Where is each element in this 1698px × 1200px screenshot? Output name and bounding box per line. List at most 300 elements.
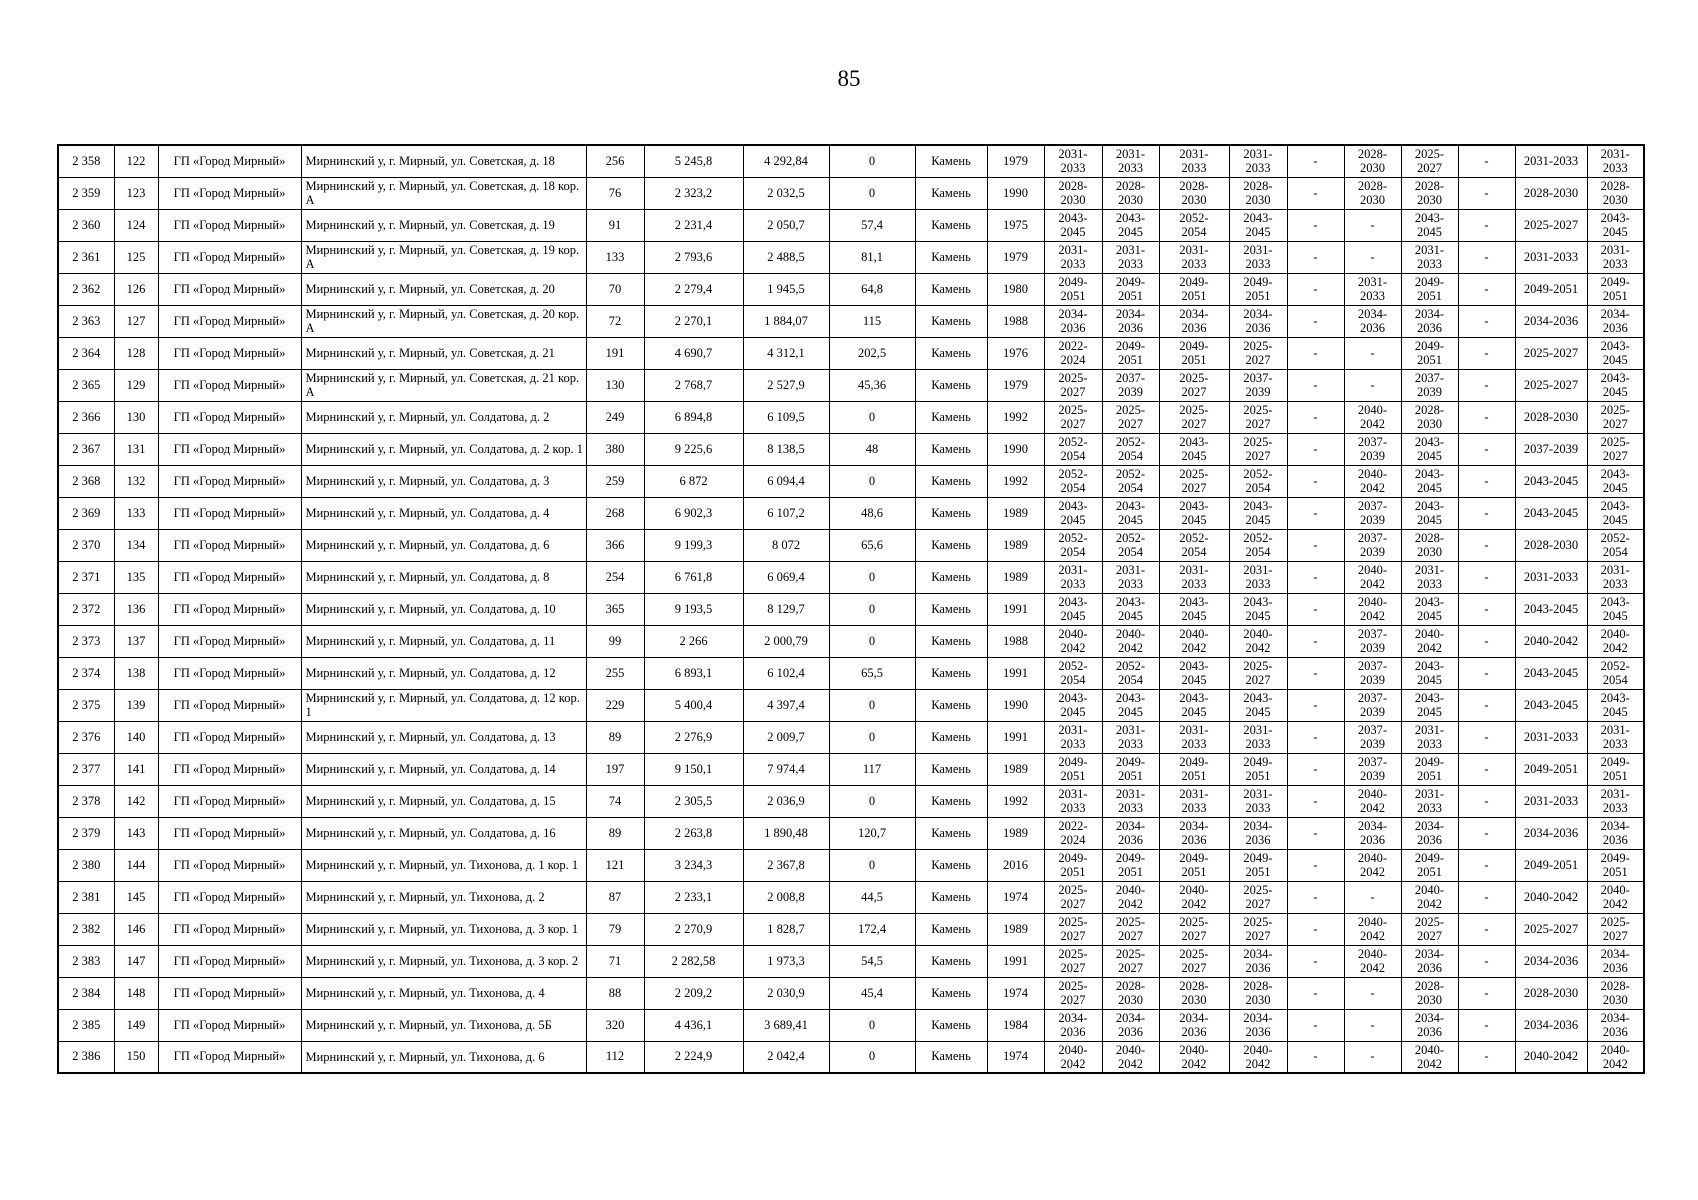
cell-period-1: 2052- 2054: [1044, 465, 1102, 497]
cell-item-number: 137: [114, 625, 158, 657]
cell-living-area: 8 138,5: [743, 433, 829, 465]
cell-period-8: -: [1458, 721, 1515, 753]
cell-period-2: 2028- 2030: [1102, 977, 1159, 1009]
cell-period-2: 2031- 2033: [1102, 785, 1159, 817]
cell-period-2: 2043- 2045: [1102, 689, 1159, 721]
cell-period-2: 2049- 2051: [1102, 337, 1159, 369]
cell-period-4: 2031- 2033: [1229, 241, 1287, 273]
cell-residents: 130: [586, 369, 644, 401]
cell-row-number: 2 371: [58, 561, 114, 593]
cell-period-6: 2034- 2036: [1344, 305, 1401, 337]
cell-living-area: 2 527,9: [743, 369, 829, 401]
cell-period-8: -: [1458, 369, 1515, 401]
cell-owner: ГП «Город Мирный»: [158, 337, 301, 369]
cell-period-8: -: [1458, 561, 1515, 593]
table-row: [58, 241, 1644, 273]
cell-living-area: 2 036,9: [743, 785, 829, 817]
cell-total-area: 4 690,7: [644, 337, 743, 369]
cell-period-9: 2034-2036: [1515, 817, 1587, 849]
cell-row-number: 2 361: [58, 241, 114, 273]
cell-address: Мирнинский у, г. Мирный, ул. Солдатова, д. 11: [301, 625, 586, 657]
cell-wall-material: Камень: [915, 433, 987, 465]
cell-row-number: 2 379: [58, 817, 114, 849]
cell-period-6: 2040- 2042: [1344, 401, 1401, 433]
cell-period-1: 2025- 2027: [1044, 369, 1102, 401]
cell-address: Мирнинский у, г. Мирный, ул. Советская, д. 20 кор. А: [301, 305, 586, 337]
cell-nonresidential-area: 45,4: [829, 977, 915, 1009]
cell-period-5: -: [1287, 529, 1344, 561]
cell-period-2: 2025- 2027: [1102, 401, 1159, 433]
cell-period-5: -: [1287, 785, 1344, 817]
cell-period-4: 2031- 2033: [1229, 721, 1287, 753]
cell-period-1: 2031- 2033: [1044, 561, 1102, 593]
cell-address: Мирнинский у, г. Мирный, ул. Солдатова, д. 8: [301, 561, 586, 593]
cell-period-6: -: [1344, 369, 1401, 401]
cell-period-5: -: [1287, 977, 1344, 1009]
cell-period-4: 2025- 2027: [1229, 337, 1287, 369]
cell-period-6: 2037- 2039: [1344, 721, 1401, 753]
table-row: [58, 945, 1644, 977]
cell-address: Мирнинский у, г. Мирный, ул. Солдатова, д. 12 кор. 1: [301, 689, 586, 721]
cell-period-3: 2049- 2051: [1159, 273, 1229, 305]
cell-period-2: 2040- 2042: [1102, 625, 1159, 657]
cell-wall-material: Камень: [915, 177, 987, 209]
cell-period-3: 2034- 2036: [1159, 305, 1229, 337]
cell-residents: 259: [586, 465, 644, 497]
cell-residents: 99: [586, 625, 644, 657]
cell-period-10: 2025- 2027: [1587, 401, 1644, 433]
cell-period-5: -: [1287, 369, 1344, 401]
cell-address: Мирнинский у, г. Мирный, ул. Советская, д. 19: [301, 209, 586, 241]
cell-address: Мирнинский у, г. Мирный, ул. Тихонова, д. 1 кор. 1: [301, 849, 586, 881]
cell-living-area: 6 069,4: [743, 561, 829, 593]
cell-build-year: 1984: [987, 1009, 1044, 1041]
cell-period-3: 2034- 2036: [1159, 817, 1229, 849]
cell-total-area: 9 150,1: [644, 753, 743, 785]
table-row: [58, 849, 1644, 881]
cell-period-9: 2043-2045: [1515, 465, 1587, 497]
cell-nonresidential-area: 0: [829, 177, 915, 209]
cell-build-year: 1988: [987, 625, 1044, 657]
cell-period-4: 2043- 2045: [1229, 209, 1287, 241]
cell-nonresidential-area: 0: [829, 1041, 915, 1073]
cell-period-6: 2037- 2039: [1344, 433, 1401, 465]
cell-period-5: -: [1287, 753, 1344, 785]
cell-row-number: 2 378: [58, 785, 114, 817]
cell-wall-material: Камень: [915, 913, 987, 945]
cell-living-area: 3 689,41: [743, 1009, 829, 1041]
cell-period-6: 2040- 2042: [1344, 945, 1401, 977]
cell-period-8: -: [1458, 145, 1515, 177]
cell-period-7: 2043- 2045: [1401, 689, 1458, 721]
cell-period-9: 2049-2051: [1515, 753, 1587, 785]
cell-residents: 71: [586, 945, 644, 977]
cell-period-6: 2037- 2039: [1344, 689, 1401, 721]
cell-period-2: 2037- 2039: [1102, 369, 1159, 401]
cell-period-3: 2028- 2030: [1159, 977, 1229, 1009]
cell-owner: ГП «Город Мирный»: [158, 785, 301, 817]
cell-residents: 88: [586, 977, 644, 1009]
cell-period-6: 2037- 2039: [1344, 625, 1401, 657]
cell-residents: 366: [586, 529, 644, 561]
cell-owner: ГП «Город Мирный»: [158, 305, 301, 337]
cell-period-2: 2052- 2054: [1102, 433, 1159, 465]
cell-period-7: 2049- 2051: [1401, 273, 1458, 305]
cell-period-9: 2028-2030: [1515, 401, 1587, 433]
cell-item-number: 129: [114, 369, 158, 401]
cell-total-area: 2 282,58: [644, 945, 743, 977]
cell-total-area: 6 893,1: [644, 657, 743, 689]
cell-nonresidential-area: 202,5: [829, 337, 915, 369]
cell-period-3: 2025- 2027: [1159, 913, 1229, 945]
cell-address: Мирнинский у, г. Мирный, ул. Солдатова, д. 2: [301, 401, 586, 433]
table-row: [58, 721, 1644, 753]
cell-period-2: 2043- 2045: [1102, 209, 1159, 241]
cell-total-area: 6 872: [644, 465, 743, 497]
cell-period-8: -: [1458, 1009, 1515, 1041]
cell-residents: 112: [586, 1041, 644, 1073]
cell-period-2: 2034- 2036: [1102, 817, 1159, 849]
cell-period-7: 2031- 2033: [1401, 721, 1458, 753]
cell-owner: ГП «Город Мирный»: [158, 881, 301, 913]
cell-residents: 255: [586, 657, 644, 689]
cell-period-4: 2028- 2030: [1229, 977, 1287, 1009]
cell-living-area: 8 129,7: [743, 593, 829, 625]
cell-period-10: 2028- 2030: [1587, 977, 1644, 1009]
cell-period-4: 2025- 2027: [1229, 401, 1287, 433]
cell-wall-material: Камень: [915, 145, 987, 177]
cell-period-4: 2031- 2033: [1229, 145, 1287, 177]
cell-address: Мирнинский у, г. Мирный, ул. Советская, д. 21: [301, 337, 586, 369]
cell-row-number: 2 380: [58, 849, 114, 881]
cell-build-year: 1992: [987, 401, 1044, 433]
cell-period-2: 2052- 2054: [1102, 657, 1159, 689]
cell-residents: 320: [586, 1009, 644, 1041]
cell-period-9: 2040-2042: [1515, 1041, 1587, 1073]
cell-period-4: 2040- 2042: [1229, 1041, 1287, 1073]
cell-period-10: 2031- 2033: [1587, 561, 1644, 593]
cell-period-9: 2028-2030: [1515, 177, 1587, 209]
table-row: [58, 401, 1644, 433]
cell-period-4: 2049- 2051: [1229, 849, 1287, 881]
cell-owner: ГП «Город Мирный»: [158, 465, 301, 497]
cell-living-area: 2 032,5: [743, 177, 829, 209]
cell-period-3: 2031- 2033: [1159, 561, 1229, 593]
cell-period-4: 2025- 2027: [1229, 881, 1287, 913]
cell-period-9: 2028-2030: [1515, 529, 1587, 561]
cell-period-9: 2025-2027: [1515, 209, 1587, 241]
cell-period-4: 2052- 2054: [1229, 529, 1287, 561]
cell-period-4: 2049- 2051: [1229, 273, 1287, 305]
cell-period-1: 2049- 2051: [1044, 753, 1102, 785]
cell-build-year: 1991: [987, 657, 1044, 689]
cell-build-year: 1989: [987, 497, 1044, 529]
cell-item-number: 128: [114, 337, 158, 369]
cell-total-area: 5 245,8: [644, 145, 743, 177]
cell-living-area: 1 890,48: [743, 817, 829, 849]
cell-row-number: 2 386: [58, 1041, 114, 1073]
cell-period-2: 2031- 2033: [1102, 145, 1159, 177]
cell-period-7: 2034- 2036: [1401, 817, 1458, 849]
cell-period-8: -: [1458, 529, 1515, 561]
cell-total-area: 9 193,5: [644, 593, 743, 625]
table-row: [58, 465, 1644, 497]
cell-address: Мирнинский у, г. Мирный, ул. Советская, д. 19 кор. А: [301, 241, 586, 273]
cell-wall-material: Камень: [915, 881, 987, 913]
cell-wall-material: Камень: [915, 1041, 987, 1073]
cell-living-area: 2 488,5: [743, 241, 829, 273]
cell-period-5: -: [1287, 689, 1344, 721]
cell-period-7: 2028- 2030: [1401, 177, 1458, 209]
cell-total-area: 2 270,1: [644, 305, 743, 337]
cell-period-5: -: [1287, 721, 1344, 753]
cell-owner: ГП «Город Мирный»: [158, 1041, 301, 1073]
cell-nonresidential-area: 65,6: [829, 529, 915, 561]
cell-period-9: 2031-2033: [1515, 561, 1587, 593]
cell-address: Мирнинский у, г. Мирный, ул. Солдатова, д. 10: [301, 593, 586, 625]
cell-period-6: 2040- 2042: [1344, 561, 1401, 593]
cell-nonresidential-area: 54,5: [829, 945, 915, 977]
cell-item-number: 146: [114, 913, 158, 945]
cell-period-3: 2043- 2045: [1159, 657, 1229, 689]
cell-period-8: -: [1458, 433, 1515, 465]
cell-residents: 380: [586, 433, 644, 465]
page-number: 85: [837, 66, 861, 91]
cell-residents: 191: [586, 337, 644, 369]
cell-period-6: 2031- 2033: [1344, 273, 1401, 305]
cell-period-5: -: [1287, 177, 1344, 209]
cell-period-2: 2031- 2033: [1102, 241, 1159, 273]
cell-build-year: 1990: [987, 689, 1044, 721]
cell-period-4: 2025- 2027: [1229, 433, 1287, 465]
cell-nonresidential-area: 117: [829, 753, 915, 785]
table-row: [58, 817, 1644, 849]
cell-period-6: 2037- 2039: [1344, 529, 1401, 561]
cell-residents: 268: [586, 497, 644, 529]
table-row: [58, 689, 1644, 721]
cell-total-area: 2 263,8: [644, 817, 743, 849]
cell-build-year: 2016: [987, 849, 1044, 881]
cell-item-number: 135: [114, 561, 158, 593]
cell-period-9: 2034-2036: [1515, 945, 1587, 977]
cell-period-3: 2025- 2027: [1159, 369, 1229, 401]
table-row: [58, 753, 1644, 785]
cell-wall-material: Камень: [915, 721, 987, 753]
cell-address: Мирнинский у, г. Мирный, ул. Тихонова, д. 5Б: [301, 1009, 586, 1041]
cell-period-5: -: [1287, 305, 1344, 337]
cell-residents: 229: [586, 689, 644, 721]
cell-living-area: 2 009,7: [743, 721, 829, 753]
cell-period-10: 2034- 2036: [1587, 817, 1644, 849]
table-row: [58, 497, 1644, 529]
cell-wall-material: Камень: [915, 1009, 987, 1041]
table-row: [58, 561, 1644, 593]
cell-residents: 70: [586, 273, 644, 305]
cell-period-8: -: [1458, 785, 1515, 817]
cell-build-year: 1979: [987, 369, 1044, 401]
cell-item-number: 126: [114, 273, 158, 305]
cell-total-area: 5 400,4: [644, 689, 743, 721]
cell-period-5: -: [1287, 433, 1344, 465]
cell-period-1: 2043- 2045: [1044, 209, 1102, 241]
cell-nonresidential-area: 0: [829, 721, 915, 753]
cell-wall-material: Камень: [915, 977, 987, 1009]
cell-period-9: 2028-2030: [1515, 977, 1587, 1009]
cell-item-number: 144: [114, 849, 158, 881]
cell-item-number: 124: [114, 209, 158, 241]
cell-period-1: 2031- 2033: [1044, 721, 1102, 753]
cell-period-1: 2022- 2024: [1044, 337, 1102, 369]
cell-wall-material: Камень: [915, 529, 987, 561]
cell-period-7: 2043- 2045: [1401, 593, 1458, 625]
cell-period-10: 2043- 2045: [1587, 593, 1644, 625]
cell-nonresidential-area: 0: [829, 849, 915, 881]
cell-period-10: 2031- 2033: [1587, 241, 1644, 273]
cell-wall-material: Камень: [915, 753, 987, 785]
cell-total-area: 6 894,8: [644, 401, 743, 433]
cell-build-year: 1975: [987, 209, 1044, 241]
cell-owner: ГП «Город Мирный»: [158, 689, 301, 721]
cell-period-7: 2037- 2039: [1401, 369, 1458, 401]
table-row: [58, 369, 1644, 401]
cell-period-6: 2040- 2042: [1344, 913, 1401, 945]
cell-period-3: 2052- 2054: [1159, 209, 1229, 241]
cell-residents: 87: [586, 881, 644, 913]
cell-residents: 76: [586, 177, 644, 209]
cell-period-3: 2049- 2051: [1159, 849, 1229, 881]
cell-nonresidential-area: 0: [829, 785, 915, 817]
cell-row-number: 2 383: [58, 945, 114, 977]
cell-period-1: 2040- 2042: [1044, 1041, 1102, 1073]
cell-residents: 133: [586, 241, 644, 273]
cell-row-number: 2 362: [58, 273, 114, 305]
cell-period-9: 2025-2027: [1515, 369, 1587, 401]
cell-period-4: 2034- 2036: [1229, 945, 1287, 977]
cell-build-year: 1980: [987, 273, 1044, 305]
cell-period-9: 2043-2045: [1515, 497, 1587, 529]
cell-period-10: 2043- 2045: [1587, 209, 1644, 241]
table-row: [58, 337, 1644, 369]
cell-period-2: 2040- 2042: [1102, 881, 1159, 913]
cell-build-year: 1989: [987, 561, 1044, 593]
cell-wall-material: Камень: [915, 401, 987, 433]
cell-period-1: 2031- 2033: [1044, 241, 1102, 273]
cell-address: Мирнинский у, г. Мирный, ул. Тихонова, д. 6: [301, 1041, 586, 1073]
cell-build-year: 1991: [987, 721, 1044, 753]
cell-item-number: 150: [114, 1041, 158, 1073]
table-row: [58, 1009, 1644, 1041]
cell-item-number: 134: [114, 529, 158, 561]
cell-period-5: -: [1287, 625, 1344, 657]
cell-period-3: 2031- 2033: [1159, 785, 1229, 817]
cell-period-8: -: [1458, 913, 1515, 945]
cell-total-area: 6 902,3: [644, 497, 743, 529]
cell-period-4: 2043- 2045: [1229, 689, 1287, 721]
cell-wall-material: Камень: [915, 369, 987, 401]
cell-period-5: -: [1287, 657, 1344, 689]
table-body: [58, 145, 1644, 1073]
cell-row-number: 2 382: [58, 913, 114, 945]
cell-period-7: 2049- 2051: [1401, 753, 1458, 785]
cell-living-area: 2 042,4: [743, 1041, 829, 1073]
cell-total-area: 3 234,3: [644, 849, 743, 881]
cell-total-area: 2 231,4: [644, 209, 743, 241]
cell-row-number: 2 359: [58, 177, 114, 209]
cell-row-number: 2 368: [58, 465, 114, 497]
cell-owner: ГП «Город Мирный»: [158, 817, 301, 849]
cell-period-1: 2052- 2054: [1044, 657, 1102, 689]
cell-build-year: 1989: [987, 753, 1044, 785]
cell-period-6: -: [1344, 977, 1401, 1009]
cell-nonresidential-area: 0: [829, 1009, 915, 1041]
cell-row-number: 2 363: [58, 305, 114, 337]
cell-period-9: 2031-2033: [1515, 785, 1587, 817]
cell-period-4: 2034- 2036: [1229, 817, 1287, 849]
table-row: [58, 145, 1644, 177]
cell-build-year: 1979: [987, 241, 1044, 273]
cell-period-10: 2043- 2045: [1587, 369, 1644, 401]
cell-owner: ГП «Город Мирный»: [158, 145, 301, 177]
cell-period-4: 2025- 2027: [1229, 657, 1287, 689]
cell-period-8: -: [1458, 945, 1515, 977]
cell-nonresidential-area: 0: [829, 561, 915, 593]
cell-period-6: 2034- 2036: [1344, 817, 1401, 849]
cell-address: Мирнинский у, г. Мирный, ул. Солдатова, д. 2 кор. 1: [301, 433, 586, 465]
cell-nonresidential-area: 65,5: [829, 657, 915, 689]
cell-build-year: 1990: [987, 433, 1044, 465]
cell-period-1: 2034- 2036: [1044, 1009, 1102, 1041]
cell-period-1: 2040- 2042: [1044, 625, 1102, 657]
cell-nonresidential-area: 48,6: [829, 497, 915, 529]
cell-owner: ГП «Город Мирный»: [158, 529, 301, 561]
cell-period-7: 2031- 2033: [1401, 561, 1458, 593]
cell-nonresidential-area: 0: [829, 401, 915, 433]
cell-period-4: 2028- 2030: [1229, 177, 1287, 209]
cell-period-2: 2043- 2045: [1102, 593, 1159, 625]
cell-wall-material: Камень: [915, 785, 987, 817]
cell-period-6: 2040- 2042: [1344, 465, 1401, 497]
cell-period-1: 2025- 2027: [1044, 401, 1102, 433]
cell-period-7: 2040- 2042: [1401, 625, 1458, 657]
table-row: [58, 785, 1644, 817]
cell-nonresidential-area: 57,4: [829, 209, 915, 241]
cell-period-10: 2043- 2045: [1587, 689, 1644, 721]
cell-item-number: 132: [114, 465, 158, 497]
cell-period-2: 2025- 2027: [1102, 945, 1159, 977]
housing-register-table: [57, 144, 1645, 1074]
cell-period-6: 2037- 2039: [1344, 753, 1401, 785]
cell-wall-material: Камень: [915, 273, 987, 305]
cell-address: Мирнинский у, г. Мирный, ул. Солдатова, д. 6: [301, 529, 586, 561]
cell-row-number: 2 377: [58, 753, 114, 785]
cell-period-1: 2049- 2051: [1044, 273, 1102, 305]
cell-address: Мирнинский у, г. Мирный, ул. Солдатова, д. 4: [301, 497, 586, 529]
cell-period-1: 2043- 2045: [1044, 689, 1102, 721]
cell-total-area: 2 793,6: [644, 241, 743, 273]
cell-row-number: 2 375: [58, 689, 114, 721]
cell-item-number: 149: [114, 1009, 158, 1041]
cell-period-3: 2028- 2030: [1159, 177, 1229, 209]
cell-living-area: 1 884,07: [743, 305, 829, 337]
cell-period-6: 2037- 2039: [1344, 657, 1401, 689]
cell-living-area: 4 397,4: [743, 689, 829, 721]
cell-total-area: 2 233,1: [644, 881, 743, 913]
cell-period-1: 2052- 2054: [1044, 529, 1102, 561]
cell-build-year: 1989: [987, 529, 1044, 561]
table-row: [58, 977, 1644, 1009]
cell-build-year: 1991: [987, 593, 1044, 625]
cell-period-9: 2025-2027: [1515, 337, 1587, 369]
